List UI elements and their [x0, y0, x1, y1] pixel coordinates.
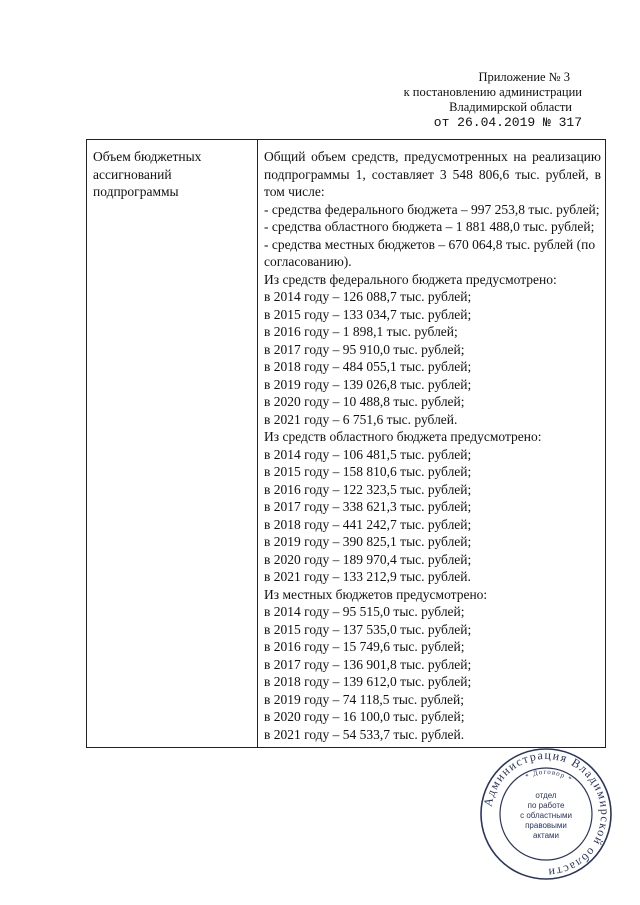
regional-year-item: в 2019 году – 390 825,1 тыс. рублей;: [264, 534, 472, 549]
total-intro: Общий объем средств, предусмотренных на реализацию подпрограммы 1, составляет 3 548 806,6 тыс. рублей, в том числе:: [264, 149, 601, 199]
local-year-item: в 2020 году – 16 100,0 тыс. рублей;: [264, 709, 465, 724]
local-year-item: в 2015 году – 137 535,0 тыс. рублей;: [264, 621, 472, 637]
federal-year-item: в 2016 году – 1 898,1 тыс. рублей;: [264, 324, 458, 339]
local-year-item: в 2016 году – 15 749,6 тыс. рублей;: [264, 639, 465, 654]
federal-heading: Из средств федерального бюджета предусмотрено:: [264, 271, 557, 287]
stamp-ring-text: Администрация Владимирской области: [480, 747, 613, 881]
local-year-item: в 2018 году – 139 612,0 тыс. рублей;: [264, 674, 472, 689]
total-federal: - средства федерального бюджета – 997 253,8 тыс. рублей;: [264, 201, 600, 217]
table-row: [87, 140, 606, 748]
stamp-center-line: отдел: [535, 791, 557, 800]
stamp-inner-top-text: * Договор *: [524, 767, 574, 784]
resolution-date-number: от 26.04.2019 № 317: [433, 115, 582, 130]
local-year-item: в 2021 году – 54 533,7 тыс. рублей.: [264, 726, 465, 742]
regional-year-item: в 2017 году – 338 621,3 тыс. рублей;: [264, 499, 472, 514]
stamp-center-line: правовыми: [525, 821, 567, 830]
regional-year-item: в 2015 году – 158 810,6 тыс. рублей;: [264, 464, 472, 479]
federal-year-item: в 2019 году – 139 026,8 тыс. рублей;: [264, 376, 472, 392]
local-year-item: в 2019 году – 74 118,5 тыс. рублей;: [264, 691, 465, 707]
stamp-center-line: с областными: [520, 811, 572, 820]
regional-year-item: в 2016 году – 122 323,5 тыс. рублей;: [264, 481, 472, 497]
regional-year-item: в 2021 году – 133 212,9 тыс. рублей.: [264, 569, 471, 584]
official-stamp: [478, 746, 614, 882]
regional-year-item: в 2020 году – 189 970,4 тыс. рублей;: [264, 551, 472, 567]
budget-table: [86, 139, 606, 748]
local-year-item: в 2017 году – 136 901,8 тыс. рублей;: [264, 656, 472, 672]
local-year-item: в 2014 году – 95 515,0 тыс. рублей;: [264, 604, 465, 619]
federal-year-item: в 2020 году – 10 488,8 тыс. рублей;: [264, 394, 465, 409]
stamp-seal: [478, 746, 614, 882]
local-heading: Из местных бюджетов предусмотрено:: [264, 586, 488, 602]
federal-year-item: в 2018 году – 484 055,1 тыс. рублей;: [264, 359, 472, 374]
row-label-cell: Объем бюджетных ассигнований подпрограммы: [87, 140, 258, 748]
stamp-center-line: актами: [532, 831, 560, 840]
appendix-number: Приложение № 3: [478, 70, 570, 84]
resolution-reference: к постановлению администрации: [403, 85, 582, 99]
total-local: - средства местных бюджетов – 670 064,8 тыс. рублей (по согласованию).: [264, 236, 596, 269]
federal-year-item: в 2021 году – 6 751,6 тыс. рублей.: [264, 411, 458, 427]
federal-year-item: в 2014 году – 126 088,7 тыс. рублей;: [264, 289, 472, 304]
document-header: [404, 70, 582, 130]
regional-heading: Из средств областного бюджета предусмотрено:: [264, 429, 542, 444]
total-regional: - средства областного бюджета – 1 881 488,0 тыс. рублей;: [264, 219, 595, 234]
regional-year-item: в 2014 году – 106 481,5 тыс. рублей;: [264, 446, 472, 462]
stamp-center-line: по работе: [527, 801, 565, 810]
federal-year-item: в 2017 году – 95 910,0 тыс. рублей;: [264, 341, 465, 357]
federal-year-item: в 2015 году – 133 034,7 тыс. рублей;: [264, 306, 472, 322]
row-content-cell: [258, 140, 606, 748]
region-name: Владимирской области: [449, 100, 572, 114]
regional-year-item: в 2018 году – 441 242,7 тыс. рублей;: [264, 516, 472, 532]
